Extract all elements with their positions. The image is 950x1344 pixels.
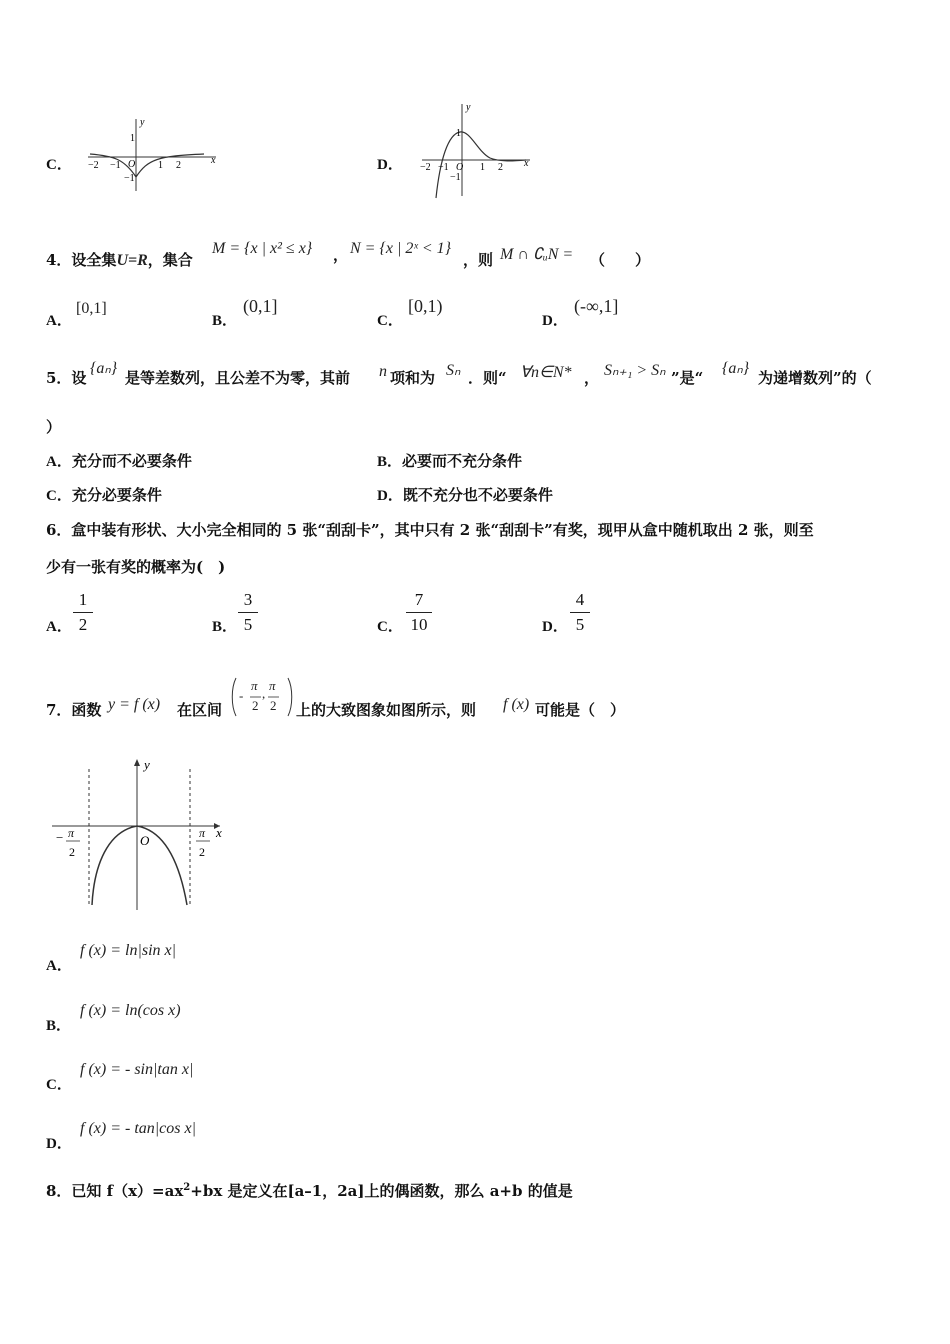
q4-sep: ， (333, 246, 349, 264)
q5-option-d (377, 484, 553, 505)
q3-option-d-label: D． (377, 157, 403, 173)
tick-neg1: −1 (438, 162, 449, 173)
tick-1: 1 (158, 160, 163, 171)
q7-option-d-expr: f (x) = - tan|cos x| (80, 1120, 196, 1137)
q5-p4: ．则“ (468, 369, 507, 387)
q6-option-a-fraction (71, 590, 95, 635)
q5-p1: 5．设 (46, 369, 87, 387)
q6-option-b-fraction (236, 590, 260, 635)
q7-option-c-label: C． (46, 1077, 72, 1093)
q4-expr: M ∩ ∁ᵤN = (500, 246, 574, 263)
q5-close: ） (46, 418, 62, 436)
q4-option-a-value: [0,1] (76, 300, 107, 317)
q6-option-d-label: D． (542, 619, 568, 635)
q8-stem (46, 1180, 573, 1201)
q7-p4: 可能是（ ） (535, 701, 626, 719)
y-arrow (134, 759, 140, 766)
q4-option-d-label: D． (542, 313, 568, 329)
q3-graph-c (84, 115, 224, 195)
q5-option-d-text: 既不充分也不必要条件 (402, 486, 553, 504)
x-label: x (216, 825, 222, 840)
denominator: 5 (575, 615, 585, 634)
origin: O (128, 159, 136, 170)
q5-option-a-text: 充分而不必要条件 (71, 452, 192, 470)
numerator: 1 (78, 590, 88, 609)
q3-graph-d (418, 100, 538, 200)
tick-neg1: −1 (110, 160, 121, 171)
neg-sign: − (56, 830, 64, 845)
q4-option-a-label: A． (46, 313, 72, 329)
fraction-bar (406, 612, 432, 613)
q4-set-m: M = {x | x² ≤ x} (212, 240, 313, 257)
q8-p1: 8．已知 f（x）=ax (46, 1182, 184, 1200)
q7-option-a-expr: f (x) = ln|sin x| (80, 942, 177, 959)
q4-option-d-value: (-∞,1] (574, 296, 619, 316)
numerator: 3 (243, 590, 253, 609)
q6-option-d-fraction (568, 590, 592, 635)
q5-option-a-label: A． (46, 454, 72, 470)
fraction-bar (238, 612, 258, 613)
tick-2: 2 (176, 160, 181, 171)
q7-interval (230, 676, 294, 718)
q5-p5: ”是“ (671, 369, 704, 387)
numerator: 7 (414, 590, 424, 609)
q5-option-b (377, 450, 522, 471)
fraction-bar (73, 612, 93, 613)
q5-p6: 为递增数列”的（ (758, 369, 872, 387)
q5-p3: 项和为 (390, 369, 436, 387)
two-left: 2 (69, 845, 75, 859)
denominator: 10 (410, 615, 428, 634)
tick-neg2: −2 (88, 160, 99, 171)
q5-ineq: Sₙ₊₁ > Sₙ (604, 362, 666, 379)
q4-option-b-label: B． (212, 313, 238, 329)
tick-2: 2 (498, 162, 503, 173)
y-tick-1: 1 (130, 133, 135, 144)
q5-sn: Sₙ (446, 362, 461, 379)
pi-num-left: π (251, 678, 258, 693)
x-label: x (211, 155, 216, 166)
x-label: x (524, 158, 529, 169)
y-tick-1: 1 (456, 128, 461, 139)
tick-1: 1 (480, 162, 485, 173)
q4-paren: （ ） (590, 251, 651, 269)
q4-option-c-value: [0,1) (408, 296, 443, 316)
q4-stem (46, 249, 193, 270)
q7-func: y = f (x) (108, 696, 161, 713)
y-tick-neg1: −1 (124, 173, 135, 184)
q5-p2: 是等差数列，且公差不为零，其前 (125, 369, 351, 387)
fraction-bar (570, 612, 590, 613)
q4-option-c-label: C． (377, 313, 403, 329)
y-label: y (140, 117, 145, 128)
q6-line1: 6．盒中装有形状、大小完全相同的 5 张“刮刮卡”，其中只有 2 张“刮刮卡”有奖，现甲从盒中随机取出 2 张，则至 (46, 521, 814, 539)
q4-set-n: N = {x | 2ˣ < 1} (350, 240, 452, 257)
q5-forall: ∀n∈N* (520, 364, 572, 381)
q5-comma: ， (584, 369, 600, 387)
two-den-left: 2 (252, 698, 259, 713)
q7-option-c-expr: f (x) = - sin|tan x| (80, 1061, 194, 1078)
q4-then: ，则 (463, 251, 494, 269)
q5-option-b-text: 必要而不充分条件 (402, 452, 523, 470)
q5-option-c (46, 484, 162, 505)
q7-option-a-label: A． (46, 958, 72, 974)
q7-option-d-label: D． (46, 1136, 72, 1152)
q5-seq2: {aₙ} (722, 360, 750, 377)
q5-option-b-label: B． (377, 454, 403, 470)
y-label: y (144, 757, 150, 772)
q5-n: n (379, 363, 387, 380)
numerator: 4 (575, 590, 585, 609)
q6-option-b-label: B． (212, 619, 238, 635)
comma: , (262, 686, 266, 701)
q7-graph (48, 755, 238, 915)
two-den-right: 2 (270, 698, 277, 713)
q8-p2: +bx 是定义在[a–1，2a]上的偶函数，那么 a+b 的值是 (190, 1182, 573, 1200)
denominator: 2 (78, 615, 88, 634)
q5-option-c-label: C． (46, 488, 72, 504)
two-right: 2 (199, 845, 205, 859)
pi-right: π (199, 826, 206, 840)
y-label: y (466, 102, 471, 113)
origin: O (456, 162, 464, 173)
q6-option-c-fraction (404, 590, 434, 635)
q4-middle: ，集合 (147, 251, 193, 269)
q4-universe: U=R (116, 252, 148, 269)
q3-option-c-label: C． (46, 157, 72, 173)
q7-fx: f (x) (503, 696, 530, 713)
q5-seq: {aₙ} (90, 360, 118, 377)
q8-superscript: 2 (183, 1182, 191, 1193)
pi-left: π (68, 826, 75, 840)
q7-option-b-label: B． (46, 1018, 72, 1034)
q5-option-c-text: 充分必要条件 (71, 486, 162, 504)
q6-option-c-label: C． (377, 619, 403, 635)
q7-p2: 在区间 (177, 701, 223, 719)
q5-option-d-label: D． (377, 488, 403, 504)
q5-option-a (46, 450, 192, 471)
q7-p1: 7．函数 (46, 701, 102, 719)
q6-line2: 少有一张有奖的概率为( ) (46, 558, 226, 576)
pi-num-right: π (269, 678, 276, 693)
denominator: 5 (243, 615, 253, 634)
q7-p3: 上的大致图象如图所示，则 (296, 701, 477, 719)
minus-sign: - (239, 688, 244, 703)
q7-option-b-expr: f (x) = ln(cos x) (80, 1002, 181, 1019)
q4-prefix: 4．设全集 (46, 251, 117, 269)
origin: O (140, 833, 150, 848)
q6-option-a-label: A． (46, 619, 72, 635)
q4-option-b-value: (0,1] (243, 296, 278, 316)
y-tick-neg1: −1 (450, 172, 461, 183)
tick-neg2: −2 (420, 162, 431, 173)
